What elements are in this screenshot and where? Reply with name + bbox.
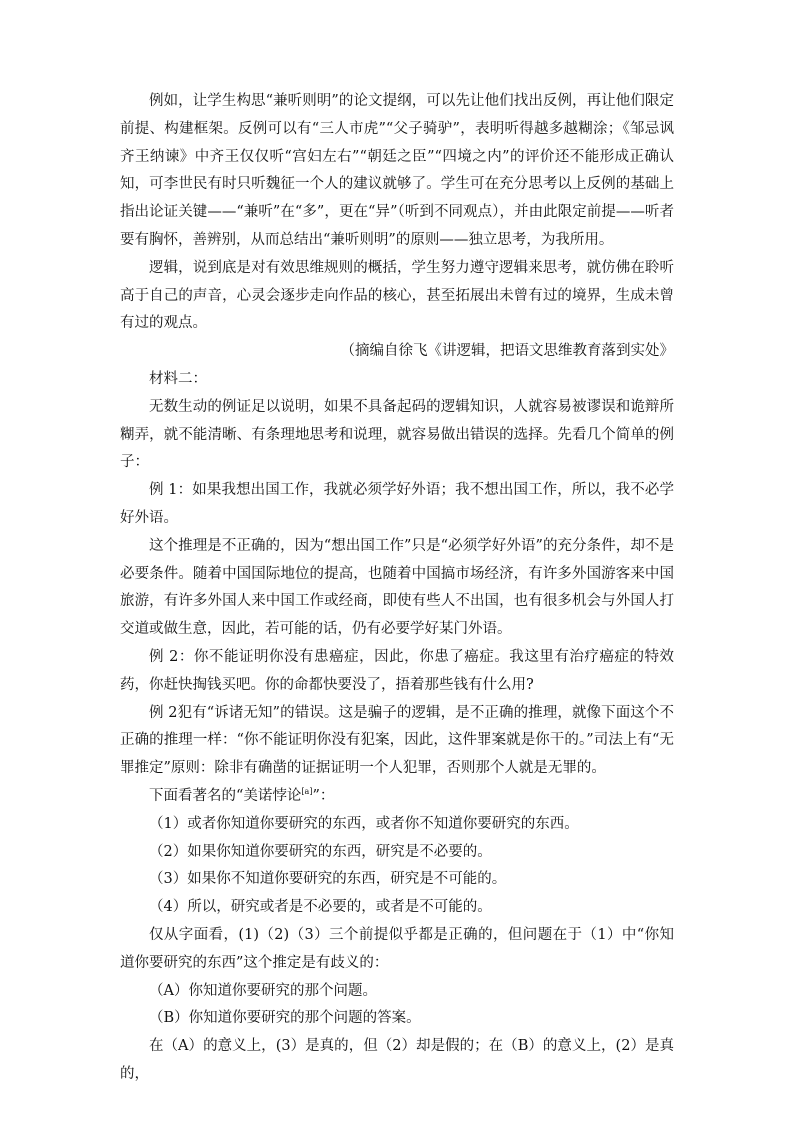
meno-paradox-intro <box>120 783 674 811</box>
premise-item: （1）或者你知道你要研究的东西，或者你不知道你要研究的东西。 <box>149 815 579 832</box>
material-two-heading: 材料二： <box>149 370 207 387</box>
example-one: 例 1：如果我想出国工作，我就必须学好外语；我不想出国工作，所以，我不必学好外语。 <box>120 482 674 526</box>
paragraph-material-two-intro: 无数生动的例证足以说明，如果不具备起码的逻辑知识，人就容易被谬误和诡辩所糊弄，就不能清晰、有条理地思考和说理，就容易做出错误的选择。先看几个简单的例子： <box>120 398 674 471</box>
paragraph-example-two-analysis: 例 2犯有“诉诸无知”的错误。这是骗子的逻辑，是不正确的推理，就像下面这个不正确的推理一样：“你不能证明你没有犯案，因此，这件罪案就是你干的。”司法上有“无罪推定”原则：除非有确凿的证据证明一个人犯罪，否则那个人就是无罪的。 <box>120 704 674 777</box>
premise-item: （4）所以，研究或者是不必要的，或者是不可能的。 <box>149 899 492 916</box>
premise-item: （3）如果你不知道你要研究的东西，研究是不可能的。 <box>149 871 507 888</box>
meaning-option: （A）你知道你要研究的那个问题。 <box>149 982 377 999</box>
document-body <box>120 88 674 1089</box>
meno-intro-text: 下面看著名的“美诺悖论 <box>149 787 302 804</box>
example-two: 例 2：你不能证明你没有患癌症，因此，你患了癌症。我这里有治疗癌症的特效药，你赶快掏钱买吧。你的命都快要没了，捂着那些钱有什么用? <box>120 648 674 693</box>
paragraph-logic-summary: 逻辑，说到底是对有效思维规则的概括，学生努力遵守逻辑来思考，就仿佛在聆听高于自己的声音，心灵会逐步走向作品的核心，甚至拓展出未曾有过的境界，生成未曾有过的观点。 <box>120 259 674 332</box>
paragraph-meaning-analysis: 在（A）的意义上，(3）是真的，但（2）却是假的；在（B）的意义上，(2）是真的， <box>120 1038 674 1082</box>
paragraph-example-counterexample: 例如，让学生构思“兼听则明”的论文提纲，可以先让他们找出反例，再让他们限定前提、构建框架。反例可以有“三人市虎”“父子骑驴”，表明听得越多越糊涂；《邹忌讽齐王纳谏》中齐王仅仅听“宫妇左右”“朝廷之臣”“四境之内”的评价还不能形成正确认知，可李世民有时只听魏征一个人的建议就够了。学生可在充分思考以上反例的基础上指出论证关键——“兼听”在“多”，更在“异”（听到不同观点），并由此限定前提——听者要有胸怀，善辨别，从而总结出“兼听则明”的原则——独立思考，为我所用。 <box>120 93 674 248</box>
meno-intro-end: ”： <box>312 787 335 804</box>
paragraph-ambiguity: 仅从字面看，(1)（2)（3）三个前提似乎都是正确的，但问题在于（1）中“你知道你要研究的东西”这个推定是有歧义的： <box>120 926 674 971</box>
paragraph-example-one-analysis: 这个推理是不正确的，因为“想出国工作”只是“必须学好外语”的充分条件，却不是必要条件。随着中国国际地位的提高，也随着中国搞市场经济，有许多外国游客来中国旅游，有许多外国人来中国工作或经商，即使有些人不出国，也有很多机会与外国人打交道或做生意，因此，若可能的话，仍有必要学好某门外语。 <box>120 537 674 638</box>
meaning-option: （B）你知道你要研究的那个问题的答案。 <box>149 1010 421 1027</box>
premise-item: （2）如果你知道你要研究的东西，研究是不必要的。 <box>149 843 492 860</box>
source-citation: （摘编自徐飞《讲逻辑，把语文思维教育落到实处》 <box>340 343 674 360</box>
footnote-ref[interactable]: [a] <box>301 787 313 797</box>
